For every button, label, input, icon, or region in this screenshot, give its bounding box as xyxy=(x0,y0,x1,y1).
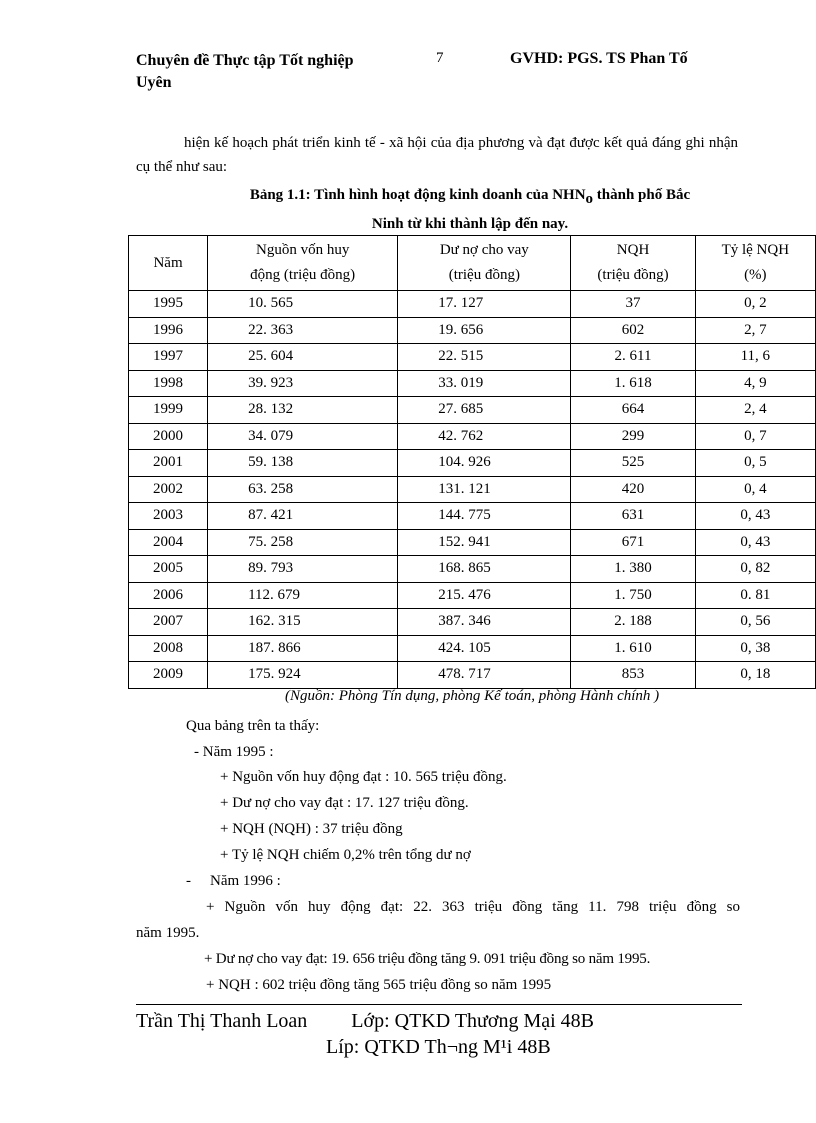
cell-npl: 420 xyxy=(571,476,695,503)
footer-class-garbled: Líp: QTKD Th¬ng M¹i 48B xyxy=(326,1036,551,1058)
cell-npl: 664 xyxy=(571,397,695,424)
cell-npl: 299 xyxy=(571,423,695,450)
footer-name: Trần Thị Thanh Loan xyxy=(136,1010,308,1032)
table-row xyxy=(129,476,816,503)
header-npl-line2: (triệu đồng) xyxy=(597,267,669,283)
year-1996-item: + Nguồn vốn huy động đạt: 22. 363 triệu đồng tăng 11. 798 triệu đồng so xyxy=(206,899,740,915)
header-title-line2: Uyên xyxy=(136,74,172,91)
cell-npl: 525 xyxy=(571,450,695,477)
cell-loans: 22. 515 xyxy=(398,344,571,371)
cell-npl: 1. 610 xyxy=(571,635,695,662)
table-caption-line1 xyxy=(180,183,760,212)
year-1996-item: + NQH : 602 triệu đồng tăng 565 triệu đồng so năm 1995 xyxy=(206,977,552,993)
header-title-line1: Chuyên đề Thực tập Tốt nghiệp xyxy=(136,52,354,69)
caption-subscript: o xyxy=(585,191,594,207)
cell-year: 2006 xyxy=(129,582,208,609)
year-1995-item: + Nguồn vốn huy động đạt : 10. 565 triệu đồng. xyxy=(220,769,507,785)
cell-year: 2004 xyxy=(129,529,208,556)
cell-year: 1999 xyxy=(129,397,208,424)
cell-year: 2002 xyxy=(129,476,208,503)
header-year: Năm xyxy=(129,236,208,291)
cell-capital: 75. 258 xyxy=(208,529,398,556)
cell-capital: 39. 923 xyxy=(208,370,398,397)
table-row xyxy=(129,397,816,424)
cell-year: 1995 xyxy=(129,291,208,318)
caption-prefix: Bảng 1.1: Tình hình hoạt động kinh doanh của NHN xyxy=(249,187,586,203)
cell-npl-ratio: 0, 5 xyxy=(695,450,815,477)
cell-npl-ratio: 2, 7 xyxy=(695,317,815,344)
footer-class: Lớp: QTKD Thương Mại 48B xyxy=(351,1010,595,1032)
cell-year: 2000 xyxy=(129,423,208,450)
cell-capital: 59. 138 xyxy=(208,450,398,477)
cell-capital: 187. 866 xyxy=(208,635,398,662)
cell-npl-ratio: 0, 43 xyxy=(695,529,815,556)
cell-loans: 27. 685 xyxy=(398,397,571,424)
header-npl-line1: NQH xyxy=(616,242,650,258)
table-row xyxy=(129,503,816,530)
cell-capital: 89. 793 xyxy=(208,556,398,583)
cell-npl: 671 xyxy=(571,529,695,556)
table-row xyxy=(129,291,816,318)
cell-npl-ratio: 4, 9 xyxy=(695,370,815,397)
cell-loans: 424. 105 xyxy=(398,635,571,662)
footer-line xyxy=(136,1010,594,1033)
table-row xyxy=(129,317,816,344)
cell-year: 1997 xyxy=(129,344,208,371)
header-supervisor: GVHD: PGS. TS Phan Tố xyxy=(510,50,688,67)
cell-loans: 131. 121 xyxy=(398,476,571,503)
page-number: 7 xyxy=(436,50,444,66)
cell-npl-ratio: 0. 81 xyxy=(695,582,815,609)
cell-npl-ratio: 2, 4 xyxy=(695,397,815,424)
cell-capital: 34. 079 xyxy=(208,423,398,450)
table-row xyxy=(129,556,816,583)
footer-divider xyxy=(136,1004,742,1005)
header-capital xyxy=(208,236,398,291)
table-row xyxy=(129,662,816,689)
cell-npl-ratio: 11, 6 xyxy=(695,344,815,371)
table-row xyxy=(129,582,816,609)
cell-year: 2007 xyxy=(129,609,208,636)
header-npl-ratio-line2: (%) xyxy=(744,267,767,283)
table-row xyxy=(129,609,816,636)
cell-npl: 1. 750 xyxy=(571,582,695,609)
cell-year: 1998 xyxy=(129,370,208,397)
table-header-row xyxy=(129,236,816,291)
source-note: (Nguồn: Phòng Tín dụng, phòng Kế toán, phòng Hành chính ) xyxy=(285,688,660,704)
cell-capital: 162. 315 xyxy=(208,609,398,636)
header-title xyxy=(136,50,354,94)
header-capital-line2: động (triệu đồng) xyxy=(250,267,356,283)
table-row xyxy=(129,450,816,477)
cell-year: 2003 xyxy=(129,503,208,530)
cell-loans: 478. 717 xyxy=(398,662,571,689)
cell-loans: 168. 865 xyxy=(398,556,571,583)
table-row xyxy=(129,344,816,371)
cell-npl: 1. 380 xyxy=(571,556,695,583)
year-1996-item: + Dư nợ cho vay đạt: 19. 656 triệu đồng tăng 9. 091 triệu đồng so năm 1995. xyxy=(204,951,651,967)
cell-npl-ratio: 0, 7 xyxy=(695,423,815,450)
cell-npl-ratio: 0, 43 xyxy=(695,503,815,530)
cell-npl: 602 xyxy=(571,317,695,344)
table-caption xyxy=(180,183,760,237)
cell-loans: 42. 762 xyxy=(398,423,571,450)
cell-year: 2009 xyxy=(129,662,208,689)
caption-suffix: thành phố Bắc xyxy=(593,187,691,203)
year-1996-title: Năm 1996 : xyxy=(210,873,281,889)
header-npl-ratio-line1: Tỷ lệ NQH xyxy=(721,242,790,258)
cell-year: 1996 xyxy=(129,317,208,344)
cell-loans: 104. 926 xyxy=(398,450,571,477)
cell-npl: 2. 188 xyxy=(571,609,695,636)
header-loans xyxy=(398,236,571,291)
table-row xyxy=(129,423,816,450)
header-npl-ratio xyxy=(695,236,815,291)
cell-capital: 87. 421 xyxy=(208,503,398,530)
cell-npl: 631 xyxy=(571,503,695,530)
business-table xyxy=(128,235,816,689)
cell-loans: 152. 941 xyxy=(398,529,571,556)
cell-npl-ratio: 0, 38 xyxy=(695,635,815,662)
analysis-intro: Qua bảng trên ta thấy: xyxy=(186,718,320,734)
cell-loans: 33. 019 xyxy=(398,370,571,397)
header-capital-line1: Nguồn vốn huy xyxy=(255,242,350,258)
cell-year: 2008 xyxy=(129,635,208,662)
cell-loans: 215. 476 xyxy=(398,582,571,609)
cell-npl-ratio: 0, 4 xyxy=(695,476,815,503)
cell-year: 2005 xyxy=(129,556,208,583)
cell-year: 2001 xyxy=(129,450,208,477)
cell-loans: 144. 775 xyxy=(398,503,571,530)
intro-paragraph: hiện kế hoạch phát triển kinh tế - xã hội của địa phương và đạt được kết quả đáng ghi nhận cụ thể như sau: xyxy=(136,135,738,175)
cell-capital: 28. 132 xyxy=(208,397,398,424)
cell-npl: 853 xyxy=(571,662,695,689)
year-1995-title: - Năm 1995 : xyxy=(194,744,274,760)
cell-capital: 63. 258 xyxy=(208,476,398,503)
year-1996-item-cont: năm 1995. xyxy=(136,925,200,941)
header-npl xyxy=(571,236,695,291)
cell-loans: 19. 656 xyxy=(398,317,571,344)
year-1995-item: + NQH (NQH) : 37 triệu đồng xyxy=(220,821,403,837)
header-loans-line2: (triệu đồng) xyxy=(448,267,520,283)
cell-npl: 1. 618 xyxy=(571,370,695,397)
cell-npl-ratio: 0, 82 xyxy=(695,556,815,583)
cell-npl-ratio: 0, 18 xyxy=(695,662,815,689)
cell-npl-ratio: 0, 56 xyxy=(695,609,815,636)
cell-capital: 10. 565 xyxy=(208,291,398,318)
table-row xyxy=(129,370,816,397)
cell-capital: 22. 363 xyxy=(208,317,398,344)
year-1995-item: + Tỷ lệ NQH chiếm 0,2% trên tổng dư nợ xyxy=(220,847,471,863)
cell-capital: 175. 924 xyxy=(208,662,398,689)
cell-npl-ratio: 0, 2 xyxy=(695,291,815,318)
cell-npl: 2. 611 xyxy=(571,344,695,371)
header-loans-line1: Dư nợ cho vay xyxy=(439,242,529,258)
cell-loans: 17. 127 xyxy=(398,291,571,318)
year-1995-item: + Dư nợ cho vay đạt : 17. 127 triệu đồng. xyxy=(220,795,469,811)
table-row xyxy=(129,529,816,556)
cell-loans: 387. 346 xyxy=(398,609,571,636)
cell-capital: 25. 604 xyxy=(208,344,398,371)
cell-capital: 112. 679 xyxy=(208,582,398,609)
table-row xyxy=(129,635,816,662)
cell-npl: 37 xyxy=(571,291,695,318)
year-1996-dash: - xyxy=(186,873,191,889)
table-caption-line2: Ninh từ khi thành lập đến nay. xyxy=(371,216,569,232)
